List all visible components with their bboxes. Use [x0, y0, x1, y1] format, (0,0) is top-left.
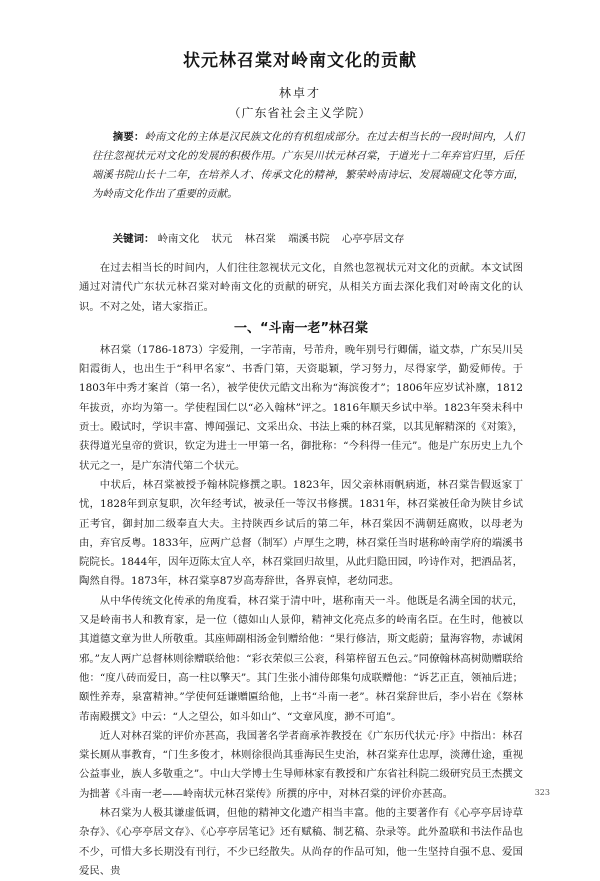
body-paragraph: 近人对林召棠的评价亦甚高，我国著名学者商承祚教授在《广东历代状元·序》中指出：林召棠长厕从事教育，“门生多俊才，林则徐很尚其垂海民生史治，林召棠弃仕忠厚，淡薄仕途，重视公益事业，族人多敬重之”。中山大学博士生导师林家有教授和广东省社科院二级研究员王杰撰文为拙著《斗南一老——岭南状元林召棠传》所撰的序中，对林召棠的评价亦甚高。 [79, 729, 523, 800]
author-affiliation: （广东省社会主义学院） [228, 106, 372, 120]
body-paragraph: 林召棠（1786-1873）字爱荆，一字芾南，号芾舟，晚年别号行卿儒，谥文恭，广东吴川吴阳霞街人，也出生于“科甲名家”、书香门第，天资聪颖，学习努力，尽得家学，勤爱师传。于1803年中秀才案首（第一名），被学使伏元皓文出称为“海滨俊才”；1806年应岁试补廪，1812年拔贡，亦均为第一。学使程国仁以“必入翰林”评之。1816年顺天乡试中举。1823年癸未科中贡士。殿试时，学识丰富、博闻强记、文采出众、书法上乘的林召棠，以其见解精深的《对策》，获得道光皇帝的赏识，钦定为进士一甲第一名，御批称：“今科得一佳元”。他是广东历史上九个状元之一，是广东清代第二个状元。 [79, 343, 523, 472]
keyword: 林召棠 [244, 233, 276, 245]
author-name: 林卓才 [278, 86, 321, 100]
page-number: 323 [534, 788, 550, 797]
section-heading: 一、“斗南一老”林召棠 [233, 320, 369, 336]
abstract [92, 128, 524, 204]
abstract-label: 摘要： [112, 131, 145, 143]
body-paragraph: 中状后，林召棠被授予翰林院修撰之职。1823年，因父亲林雨帆病逝，林召棠告假返家丁忧，1828年到京复职，次年经考试，被录任一等汉书修撰。1831年，林召棠被任命为陕甘乡试正考官，御封加二级奉直大夫。主持陕西乡试后的第二年，林召棠因不满朝廷腐败，以母老为由，弃官反粤。1833年，应两广总督（制军）卢厚生之聘，林召棠任当时堪称岭南学府的端溪书院院长。1844年，因年迈陈太宜人卒，林召棠回归故里，从此归隐田园，吟诗作对，把酒品茗，陶然自得。1873年，林召棠享87岁高寿辞世，各界哀悼，老幼同悲。 [79, 478, 523, 588]
keywords [92, 230, 524, 248]
article-body [79, 259, 523, 881]
keyword: 端溪书院 [288, 233, 330, 245]
article-title: 状元林召棠对岭南文化的贡献 [183, 51, 417, 71]
body-paragraph: 从中华传统文化传承的角度看，林召棠于清中叶，堪称南天一斗。他既是名满全国的状元，又是岭南书人和教育家，是一位（德如山人景仰，精神文化亮点多的岭南名臣。在生时，他被以其道德文章为世人所敬重。其座师副相汤金钊赠给他：“果行修洁，斯文彪蔚；量海容物，赤诚闲邪。”友人两广总督林则徐赠联给他：“彩衣荣似三公衮，科第梓留五色云。”同僚翰林高树勋赠联给他：“度八砖而爱日，高一柱以擎天”。其门生张小浦侍郎集句成联赠他：“诉艺正直，领袖后进；颐性养寿，泉富精神。”学使何廷谦赠匾给他，上书“斗南一老”。林召棠辞世后，李小岩在《祭林芾南殿撰文》中云：“人之望公，如斗如山”、“文章风度，渺不可追”。 [79, 594, 523, 723]
body-paragraph: 林召棠为人极其谦虚低调，但他的精神文化遗产相当丰富。他的主要著作有《心亭亭居诗草杂存》、《心亭亭居文存》、《心亭亭居笔记》还有赋稿、制艺稿、杂录等。此外盈联和书法作品也不少，可惜大多长期没有刊行，不少已经散失。从尚存的作品可知，他一生坚持自强不息、爱国爱民、贵 [79, 807, 523, 877]
intro-paragraph: 在过去相当长的时间内，人们往往忽视状元文化，自然也忽视状元对文化的贡献。本文试图通过对清代广东状元林召棠对岭南文化的贡献的研究，从相关方面去深化我们对岭南文化的认识。不对之处，诸大家指正。 [79, 262, 523, 313]
keyword: 状元 [211, 233, 233, 245]
keywords-label: 关键词： [112, 233, 155, 245]
keyword: 心亭亭居文存 [342, 233, 405, 245]
keyword: 岭南文化 [157, 233, 200, 245]
abstract-text: 岭南文化的主体是汉民族文化的有机组成部分。在过去相当长的一段时间内，人们往往忽视状元对文化的发展的积极作用。广东吴川状元林召棠，于道光十二年弃官归里，后任端溪书院山长十二年，在培养人才、传承文化的精神，繁荣岭南诗坛、发展端砚文化等方面，为岭南文化作出了重要的贡献。 [92, 131, 525, 200]
